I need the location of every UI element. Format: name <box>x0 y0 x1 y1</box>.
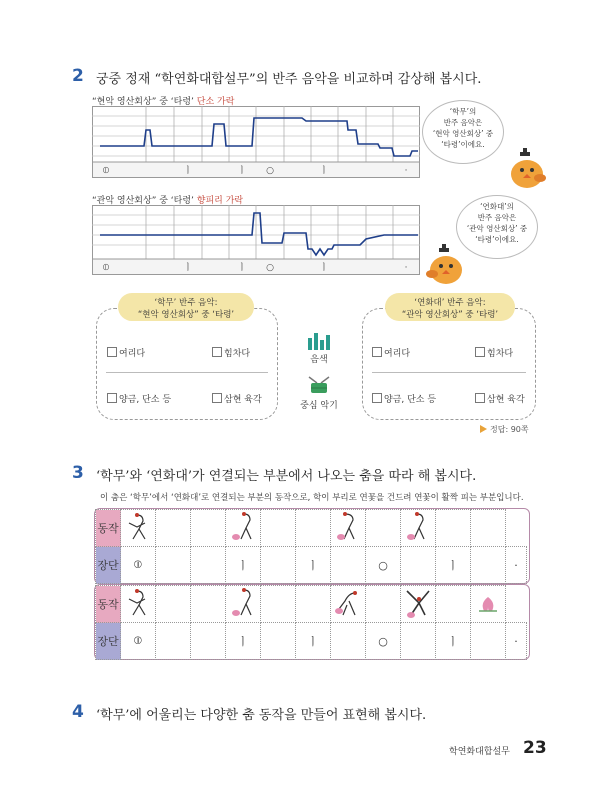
jangdan-symbol: ㅣ <box>237 263 247 273</box>
checkbox[interactable] <box>212 393 222 403</box>
hakmu-check-yanggeum[interactable]: 양금, 단소 등 <box>107 392 171 405</box>
yeonhwadae-music-pill: ‘연화대’ 반주 음악: “관악 영산회상” 중 ‘타령’ <box>385 293 515 321</box>
table-row-action <box>96 586 527 623</box>
yeonhwadae-check-soft[interactable]: 여리다 <box>372 346 410 359</box>
checkbox[interactable] <box>107 393 117 403</box>
jangdan-cell: · <box>506 623 527 660</box>
jangdan-symbol: ⦶ <box>102 166 110 176</box>
divider <box>106 372 268 373</box>
jangdan-cell <box>156 623 191 660</box>
checkbox[interactable] <box>475 393 485 403</box>
crane-with-lotus-icon <box>333 511 363 543</box>
table-row-jangdan <box>96 547 527 584</box>
yeonhwadae-check-samhyeon[interactable]: 삼현 육각 <box>475 392 525 405</box>
answer-reference: 정답: 90쪽 <box>480 424 529 435</box>
jangdan-symbol: · <box>404 263 408 273</box>
question-3-number: 3 <box>72 463 84 483</box>
jangdan-symbol: ⦶ <box>102 263 110 273</box>
jangdan-cell: ㅣ <box>226 623 261 660</box>
crane-figure-cell <box>121 510 156 547</box>
page-number: 23 <box>523 738 547 758</box>
row-label-jangdan: 장단 <box>96 547 121 584</box>
jangdan-cell <box>261 623 296 660</box>
dance-table-2 <box>95 585 527 660</box>
jangdan-cell <box>401 623 436 660</box>
jangdan-symbol: ㅣ <box>183 263 193 273</box>
jangdan-cell: ○ <box>366 547 401 584</box>
bird-mascot-1-icon <box>505 148 551 190</box>
hakmu-check-samhyeon[interactable]: 삼현 육각 <box>212 392 262 405</box>
jangdan-cell: ㅣ <box>226 547 261 584</box>
melody-chart-1 <box>92 106 420 178</box>
jangdan-cell <box>191 547 226 584</box>
crane-with-lotus-cell <box>226 510 261 547</box>
checkbox[interactable] <box>475 347 485 357</box>
crane-pecking-lotus-cell <box>331 586 366 623</box>
jangdan-cell: ㅣ <box>436 623 471 660</box>
jangdan-cell <box>191 623 226 660</box>
jangdan-cell <box>401 547 436 584</box>
lotus-flower-cell <box>471 586 506 623</box>
crane-with-lotus-icon <box>403 511 433 543</box>
checkbox[interactable] <box>372 393 382 403</box>
equalizer-icon <box>307 330 331 350</box>
question-3-subcaption: 이 춤은 ‘학무’에서 ‘연화대’로 연결되는 부분의 동작으로, 학이 부리로 연꽃을 건드려 연꽃이 활짝 피는 부분입니다. <box>100 493 524 503</box>
row-label-action: 동작 <box>96 586 121 623</box>
drum-icon <box>307 375 331 395</box>
hakmu-check-strong[interactable]: 힘차다 <box>212 346 250 359</box>
crane-pecking-lotus-icon <box>333 587 363 619</box>
jangdan-symbol: ○ <box>266 263 274 273</box>
legend-main-instrument: 중심 악기 <box>300 401 338 411</box>
yeonhwadae-check-strong[interactable]: 힘차다 <box>475 346 513 359</box>
divider <box>372 372 526 373</box>
question-3-text: ‘학무’와 ‘연화대’가 연결되는 부분에서 나오는 춤을 따라 해 봅시다. <box>96 469 477 484</box>
jangdan-symbol: ㅣ <box>183 166 193 176</box>
crane-spread-wings-icon <box>403 587 433 619</box>
jangdan-cell <box>331 623 366 660</box>
hakmu-check-soft[interactable]: 여리다 <box>107 346 145 359</box>
jangdan-symbol: ㅣ <box>319 263 329 273</box>
jangdan-cell <box>471 547 506 584</box>
crane-with-lotus-icon <box>228 587 258 619</box>
checkbox[interactable] <box>372 347 382 357</box>
jangdan-cell: ㅣ <box>296 547 331 584</box>
checkbox[interactable] <box>107 347 117 357</box>
hakmu-music-pill: ‘학무’ 반주 음악: “현악 영산회상” 중 ‘타령’ <box>118 293 254 321</box>
yeonhwadae-check-yanggeum[interactable]: 양금, 단소 등 <box>372 392 436 405</box>
jangdan-cell <box>261 547 296 584</box>
jangdan-cell: ○ <box>366 623 401 660</box>
jangdan-cell: ㅣ <box>436 547 471 584</box>
jangdan-symbol: ㅣ <box>319 166 329 176</box>
crane-with-lotus-icon <box>228 511 258 543</box>
row-label-action: 동작 <box>96 510 121 547</box>
chart-1-caption: “현악 영산회상” 중 ‘타령’ 단소 가락 <box>92 97 235 107</box>
crane-figure-cell <box>121 586 156 623</box>
question-2-text: 궁중 정재 “학연화대합설무”의 반주 음악을 비교하며 감상해 봅시다. <box>96 72 482 87</box>
jangdan-symbol: ㅣ <box>237 166 247 176</box>
crane-icon <box>123 511 153 543</box>
footer-title: 학연화대합설무 <box>449 747 510 757</box>
row-label-jangdan: 장단 <box>96 623 121 660</box>
jangdan-symbol: ○ <box>266 166 274 176</box>
question-2-number: 2 <box>72 66 84 86</box>
crane-spread-wings-cell <box>401 586 436 623</box>
triangle-pointer-icon <box>480 425 487 433</box>
question-4-text: ‘학무’에 어울리는 다양한 춤 동작을 만들어 표현해 봅시다. <box>96 708 427 723</box>
jangdan-cell <box>471 623 506 660</box>
crane-with-lotus-cell <box>331 510 366 547</box>
speech-bubble-1: ‘학무’의 반주 음악은 ‘현악 영산회상’ 중 ‘타령’이에요. <box>422 100 504 164</box>
chart-2-caption: “관악 영산회상” 중 ‘타령’ 향피리 가락 <box>92 196 244 206</box>
jangdan-cell: ㅣ <box>296 623 331 660</box>
lotus-flower-icon <box>473 587 503 619</box>
melody-chart-2 <box>92 205 420 275</box>
jangdan-cell: · <box>506 547 527 584</box>
question-4-number: 4 <box>72 702 84 722</box>
crane-with-lotus-cell <box>401 510 436 547</box>
table-row-jangdan <box>96 623 527 660</box>
checkbox[interactable] <box>212 347 222 357</box>
table-row-action <box>96 510 527 547</box>
jangdan-cell: ⦶ <box>121 547 156 584</box>
dance-table-1 <box>95 509 527 584</box>
jangdan-symbol: · <box>404 166 408 176</box>
legend-timbre: 음색 <box>310 355 328 365</box>
bird-mascot-2-icon <box>424 244 470 286</box>
speech-bubble-2: ‘연화대’의 반주 음악은 ‘관악 영산회상’ 중 ‘타령’이에요. <box>456 195 538 259</box>
crane-icon <box>123 587 153 619</box>
jangdan-cell <box>156 547 191 584</box>
jangdan-cell <box>331 547 366 584</box>
jangdan-cell: ⦶ <box>121 623 156 660</box>
crane-with-lotus-cell <box>226 586 261 623</box>
